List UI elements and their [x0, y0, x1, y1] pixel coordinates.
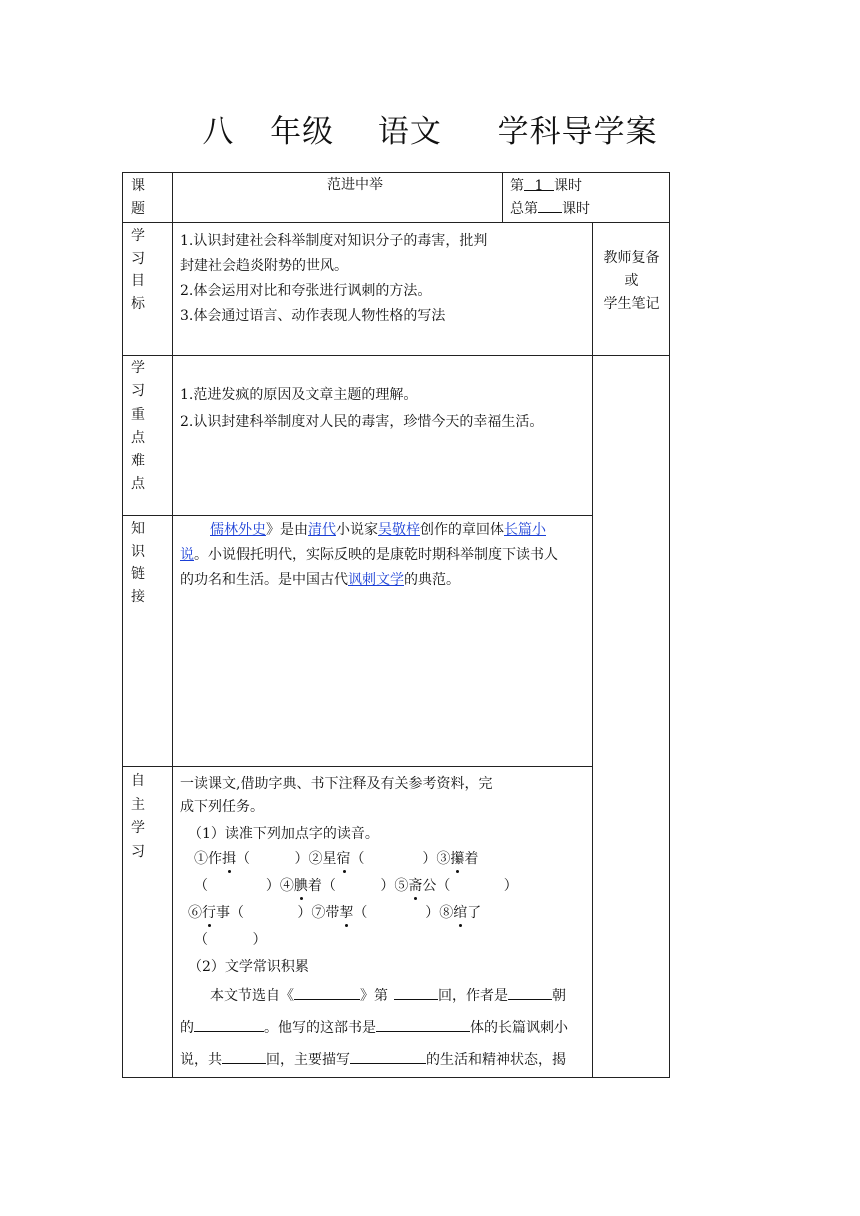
goal-line-4: 3.体会通过语言、动作表现人物性格的写法 [180, 308, 446, 324]
knowledge-paragraph [180, 518, 588, 593]
pronunciation-line-3 [180, 900, 590, 927]
blank-genre[interactable] [376, 1016, 470, 1032]
goal-line-3: 2.体会运用对比和夸张进行讽刺的方法。 [180, 283, 432, 299]
title-doc-type: 学科导学案 [497, 114, 658, 150]
dotted-char-zuan: 攥 [450, 851, 465, 867]
knowledge-text-5: 的功名和生活。是中国古代 [180, 572, 348, 588]
fill-line-3 [180, 1044, 590, 1076]
knowledge-line-2 [180, 543, 588, 568]
knowledge-line-1 [180, 518, 588, 543]
dotted-char-qie: 挈 [339, 905, 354, 921]
title-subject: 语文 [377, 114, 442, 150]
fill-line-1 [180, 980, 590, 1012]
knowledge-text-6: 的典范。 [404, 572, 460, 588]
link-changpian-1[interactable]: 长篇小 [504, 522, 546, 538]
p2a: （ ）④ [194, 878, 294, 894]
title-grade-unit: 年级 [270, 114, 335, 150]
p3c: （ ）⑧ [353, 905, 454, 921]
p2b: 着（ ）⑤ [307, 878, 409, 894]
question-2: （2）文学常识积累 [188, 959, 309, 975]
pronunciation-line-2 [180, 873, 590, 900]
link-qingdai[interactable]: 清代 [308, 522, 336, 538]
blank-author[interactable] [508, 984, 552, 1000]
fill-line-2 [180, 1012, 590, 1044]
lesson-suffix: 课时 [554, 178, 582, 194]
knowledge-label: 知识链接 [131, 521, 145, 605]
self-study-content [180, 773, 590, 1076]
f3c: 的生活和精神状态，揭 [426, 1052, 566, 1068]
dotted-char-xiu: 宿 [336, 851, 351, 867]
p3b: 事（ ）⑦带 [216, 905, 340, 921]
pronunciation-line-1 [180, 846, 590, 873]
dotted-char-wan: 绾 [453, 905, 468, 921]
f1a: 本文节选自《 [210, 988, 294, 1004]
lesson-prefix: 第 [510, 178, 524, 194]
total-prefix: 总第 [510, 201, 538, 217]
dotted-char-tian: 腆 [293, 878, 308, 894]
total-blank [538, 197, 562, 213]
pronunciation-line-4: （ ） [194, 932, 267, 948]
self-intro-2: 成下列任务。 [180, 799, 264, 815]
blank-chapter-count[interactable] [222, 1048, 266, 1064]
notes-line-1: 教师复备 [603, 250, 660, 266]
dotted-char-zhai: 斋 [408, 878, 423, 894]
f1b: 》第 [360, 988, 388, 1004]
self-study-label: 自主学习 [131, 773, 145, 860]
topic-label [128, 175, 148, 220]
goals-label: 学习目标 [131, 228, 145, 312]
lesson-title: 范进中举 [327, 177, 383, 193]
p1a: ①作 [194, 851, 222, 867]
goal-line-1: 1.认识封建社会科举制度对知识分子的毒害，批判 [180, 233, 488, 249]
notes-line-3: 学生笔记 [603, 296, 660, 312]
f1c: 回，作者是 [438, 988, 508, 1004]
goal-line-2: 封建社会趋炎附势的世风。 [180, 258, 348, 274]
keypoints-label: 学习重点难点 [131, 360, 145, 493]
question-1: （1）读准下列加点字的读音。 [188, 826, 379, 842]
p1d: 着 [464, 851, 479, 867]
p1c: （ ）③ [350, 851, 451, 867]
blank-dynasty-name[interactable] [194, 1016, 264, 1032]
dotted-char-xing: 行 [202, 905, 216, 921]
knowledge-text-4: 。小说假托明代，实际反映的是康乾时期科举制度下读书人 [194, 547, 558, 563]
notes-column-header [594, 247, 669, 316]
knowledge-text-3: 创作的章回体 [420, 522, 504, 538]
f3a: 说，共 [180, 1052, 222, 1068]
self-intro-1: 一读课文,借助字典、书下注释及有关参考资料，完 [180, 776, 493, 792]
link-fengci-wenxue[interactable]: 讽刺文学 [348, 572, 404, 588]
knowledge-text-1: 》是由 [266, 522, 308, 538]
knowledge-line-3 [180, 568, 588, 593]
notes-line-2: 或 [624, 273, 639, 289]
p3a: ⑥ [188, 905, 202, 921]
link-rulinwaishi[interactable]: 儒林外史 [210, 522, 266, 538]
blank-subject[interactable] [350, 1048, 426, 1064]
keypoint-line-2: 2.认识封建科举制度对人民的毒害，珍惜今天的幸福生活。 [180, 414, 544, 430]
f2c: 体的长篇讽刺小 [470, 1020, 568, 1036]
link-changpian-2[interactable]: 说 [180, 547, 194, 563]
title-grade: 八 [202, 114, 235, 150]
keypoint-line-1: 1.范进发疯的原因及文章主题的理解。 [180, 387, 418, 403]
knowledge-text-2: 小说家 [336, 522, 378, 538]
p2c: 公（ ） [422, 878, 518, 894]
keypoints-list [180, 382, 590, 436]
p3d: 了 [467, 905, 482, 921]
lesson-number [524, 175, 554, 194]
goals-list [180, 229, 590, 329]
lesson-count [510, 175, 660, 197]
dotted-char-yi: 揖 [222, 851, 236, 867]
lesson-number-value: 1 [534, 178, 544, 194]
p1b: （ ）②星 [236, 851, 337, 867]
link-wujingzi[interactable]: 吴敬梓 [378, 522, 420, 538]
blank-chapter[interactable] [394, 984, 438, 1000]
topic-label-text: 课题 [131, 178, 145, 217]
blank-book-title[interactable] [294, 984, 360, 1000]
f1d: 朝 [552, 988, 566, 1004]
f2a: 的 [180, 1020, 194, 1036]
total-count [510, 197, 660, 220]
f3b: 回，主要描写 [266, 1052, 350, 1068]
f2b: 。他写的这部书是 [264, 1020, 376, 1036]
total-suffix: 课时 [562, 201, 590, 217]
